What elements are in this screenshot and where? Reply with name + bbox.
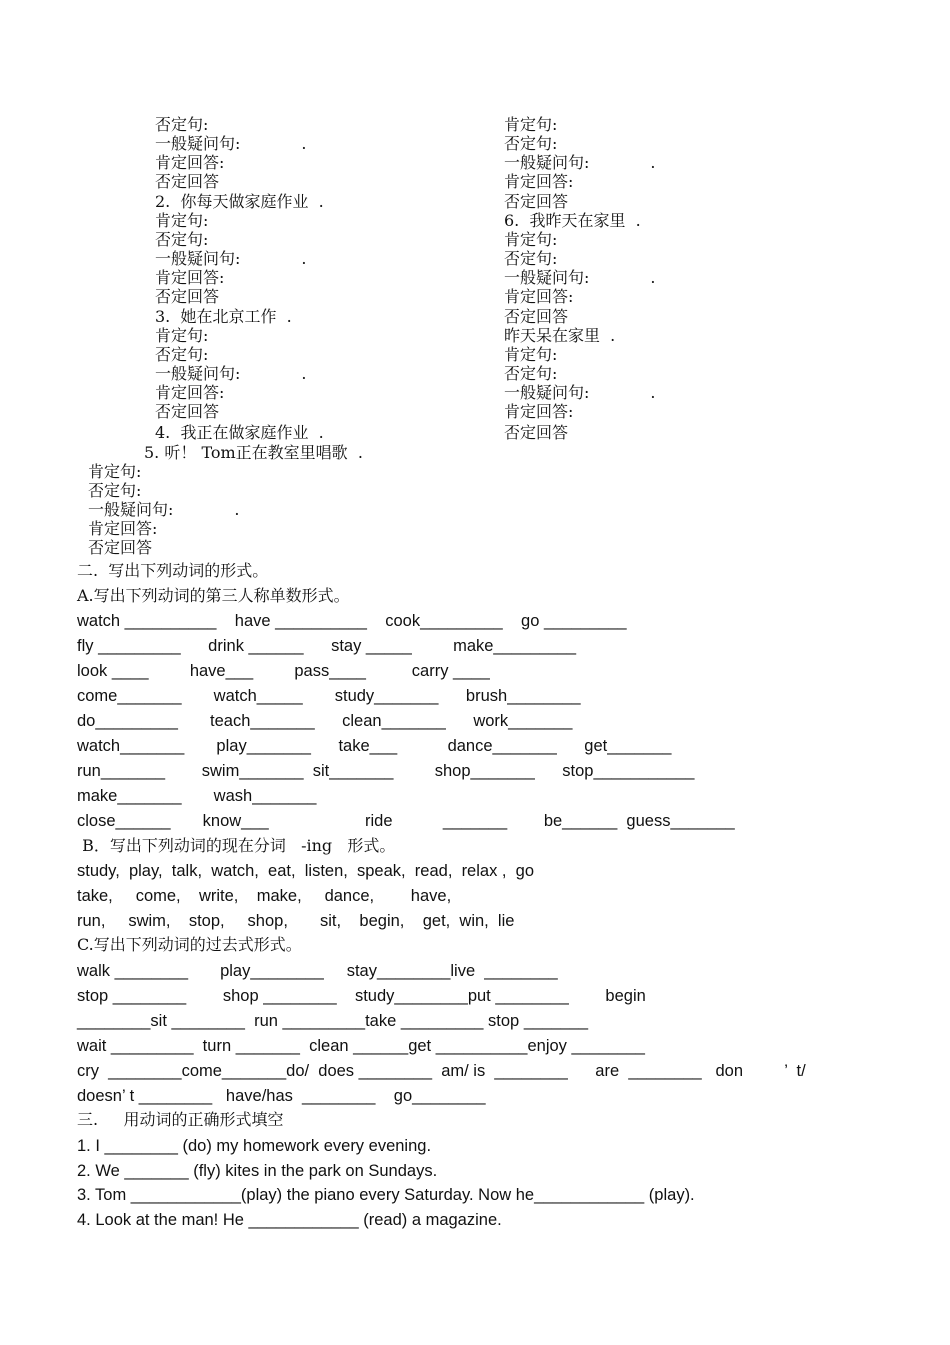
right-line: 一般疑问句: . [504, 153, 656, 172]
verb-row: take, come, write, make, dance, have, [77, 887, 452, 905]
verb-row: walk ________ play________ stay________live ________ [77, 962, 558, 980]
fill-in-item: 3. Tom ____________(play) the piano every Saturday. Now he____________ (play). [77, 1186, 695, 1204]
verb-row: wait _________ turn _______ clean ______get __________enjoy ________ [77, 1037, 645, 1055]
left-line: 否定回答 [155, 172, 220, 191]
right-line: 肯定回答: [504, 287, 574, 306]
question-title-6: 6. 我昨天在家里 . [504, 211, 641, 230]
question-title-4: 4. 我正在做家庭作业 . [155, 423, 324, 442]
section-2a-heading: A.写出下列动词的第三人称单数形式。 [77, 586, 350, 605]
section-3-heading: 三. 用动词的正确形式填空 [77, 1110, 284, 1129]
right-line: 否定句: [504, 364, 558, 383]
left-line: 否定句: [155, 230, 209, 249]
q5-line: 一般疑问句: . [88, 500, 240, 519]
left-line: 肯定回答: [155, 383, 225, 402]
verb-row: doesn’ t ________ have/has ________ go________ [77, 1087, 486, 1105]
right-line: 否定回答 [504, 307, 569, 326]
left-line: 否定句: [155, 115, 209, 134]
verb-row: study, play, talk, watch, eat, listen, speak, read, relax , go [77, 862, 535, 880]
question-title-2: 2. 你每天做家庭作业 . [155, 192, 324, 211]
right-line: 肯定回答: [504, 172, 574, 191]
left-line: 否定回答 [155, 402, 220, 421]
left-line: 肯定回答: [155, 268, 225, 287]
left-line: 肯定句: [155, 326, 209, 345]
right-line: 肯定句: [504, 230, 558, 249]
verb-row: fly _________ drink ______ stay _____ make_________ [77, 637, 577, 655]
fill-in-item: 4. Look at the man! He ____________ (read) a magazine. [77, 1211, 502, 1229]
right-line: 一般疑问句: . [504, 383, 656, 402]
verb-row: come_______ watch_____ study_______ brush________ [77, 687, 581, 705]
question-title-7: 昨天呆在家里 . [504, 326, 616, 345]
left-line: 肯定回答: [155, 153, 225, 172]
q5-line: 肯定句: [88, 462, 142, 481]
left-line: 否定句: [155, 345, 209, 364]
question-title-5: 5. 听！ Tom正在教室里唱歌 . [144, 443, 363, 462]
section-2b-heading: B．写出下列动词的现在分词 -ing 形式。 [77, 836, 396, 855]
fill-in-item: 1. I ________ (do) my homework every evening. [77, 1137, 432, 1155]
verb-row: close______ know___ ride _______ be______ guess_______ [77, 812, 735, 830]
section-2-heading: 二. 写出下列动词的形式。 [77, 561, 269, 580]
q5-line: 否定回答 [88, 538, 153, 557]
verb-row: ________sit ________ run _________take _________ stop _______ [77, 1012, 589, 1030]
q5-line: 肯定回答: [88, 519, 158, 538]
left-line: 一般疑问句: . [155, 249, 307, 268]
verb-row: run, swim, stop, shop, sit, begin, get, win, lie [77, 912, 515, 930]
left-line: 一般疑问句: . [155, 134, 307, 153]
right-line: 肯定句: [504, 115, 558, 134]
section-2c-heading: C.写出下列动词的过去式形式。 [77, 935, 302, 954]
verb-row: do_________ teach_______ clean_______ work_______ [77, 712, 573, 730]
right-line: 否定回答 [504, 192, 569, 211]
fill-in-item: 2. We _______ (fly) kites in the park on Sundays. [77, 1162, 438, 1180]
right-line: 否定句: [504, 134, 558, 153]
right-line: 一般疑问句: . [504, 268, 656, 287]
q5-line: 否定句: [88, 481, 142, 500]
left-line: 一般疑问句: . [155, 364, 307, 383]
right-line: 肯定回答: [504, 402, 574, 421]
question-title-3: 3. 她在北京工作 . [155, 307, 292, 326]
right-line: 肯定句: [504, 345, 558, 364]
right-line: 否定回答 [504, 423, 569, 442]
verb-row: watch __________ have __________ cook_________ go _________ [77, 612, 627, 630]
verb-row: cry ________come_______do/ does ________ am/ is ________ are ________ don ’ t/ [77, 1062, 806, 1080]
verb-row: look ____ have___ pass____ carry ____ [77, 662, 490, 680]
verb-row: make_______ wash_______ [77, 787, 317, 805]
verb-row: stop ________ shop ________ study________put ________ begin [77, 987, 646, 1005]
verb-row: watch_______ play_______ take___ dance_______ get_______ [77, 737, 672, 755]
left-line: 否定回答 [155, 287, 220, 306]
left-line: 肯定句: [155, 211, 209, 230]
right-line: 否定句: [504, 249, 558, 268]
verb-row: run_______ swim_______ sit_______ shop_______ stop___________ [77, 762, 695, 780]
